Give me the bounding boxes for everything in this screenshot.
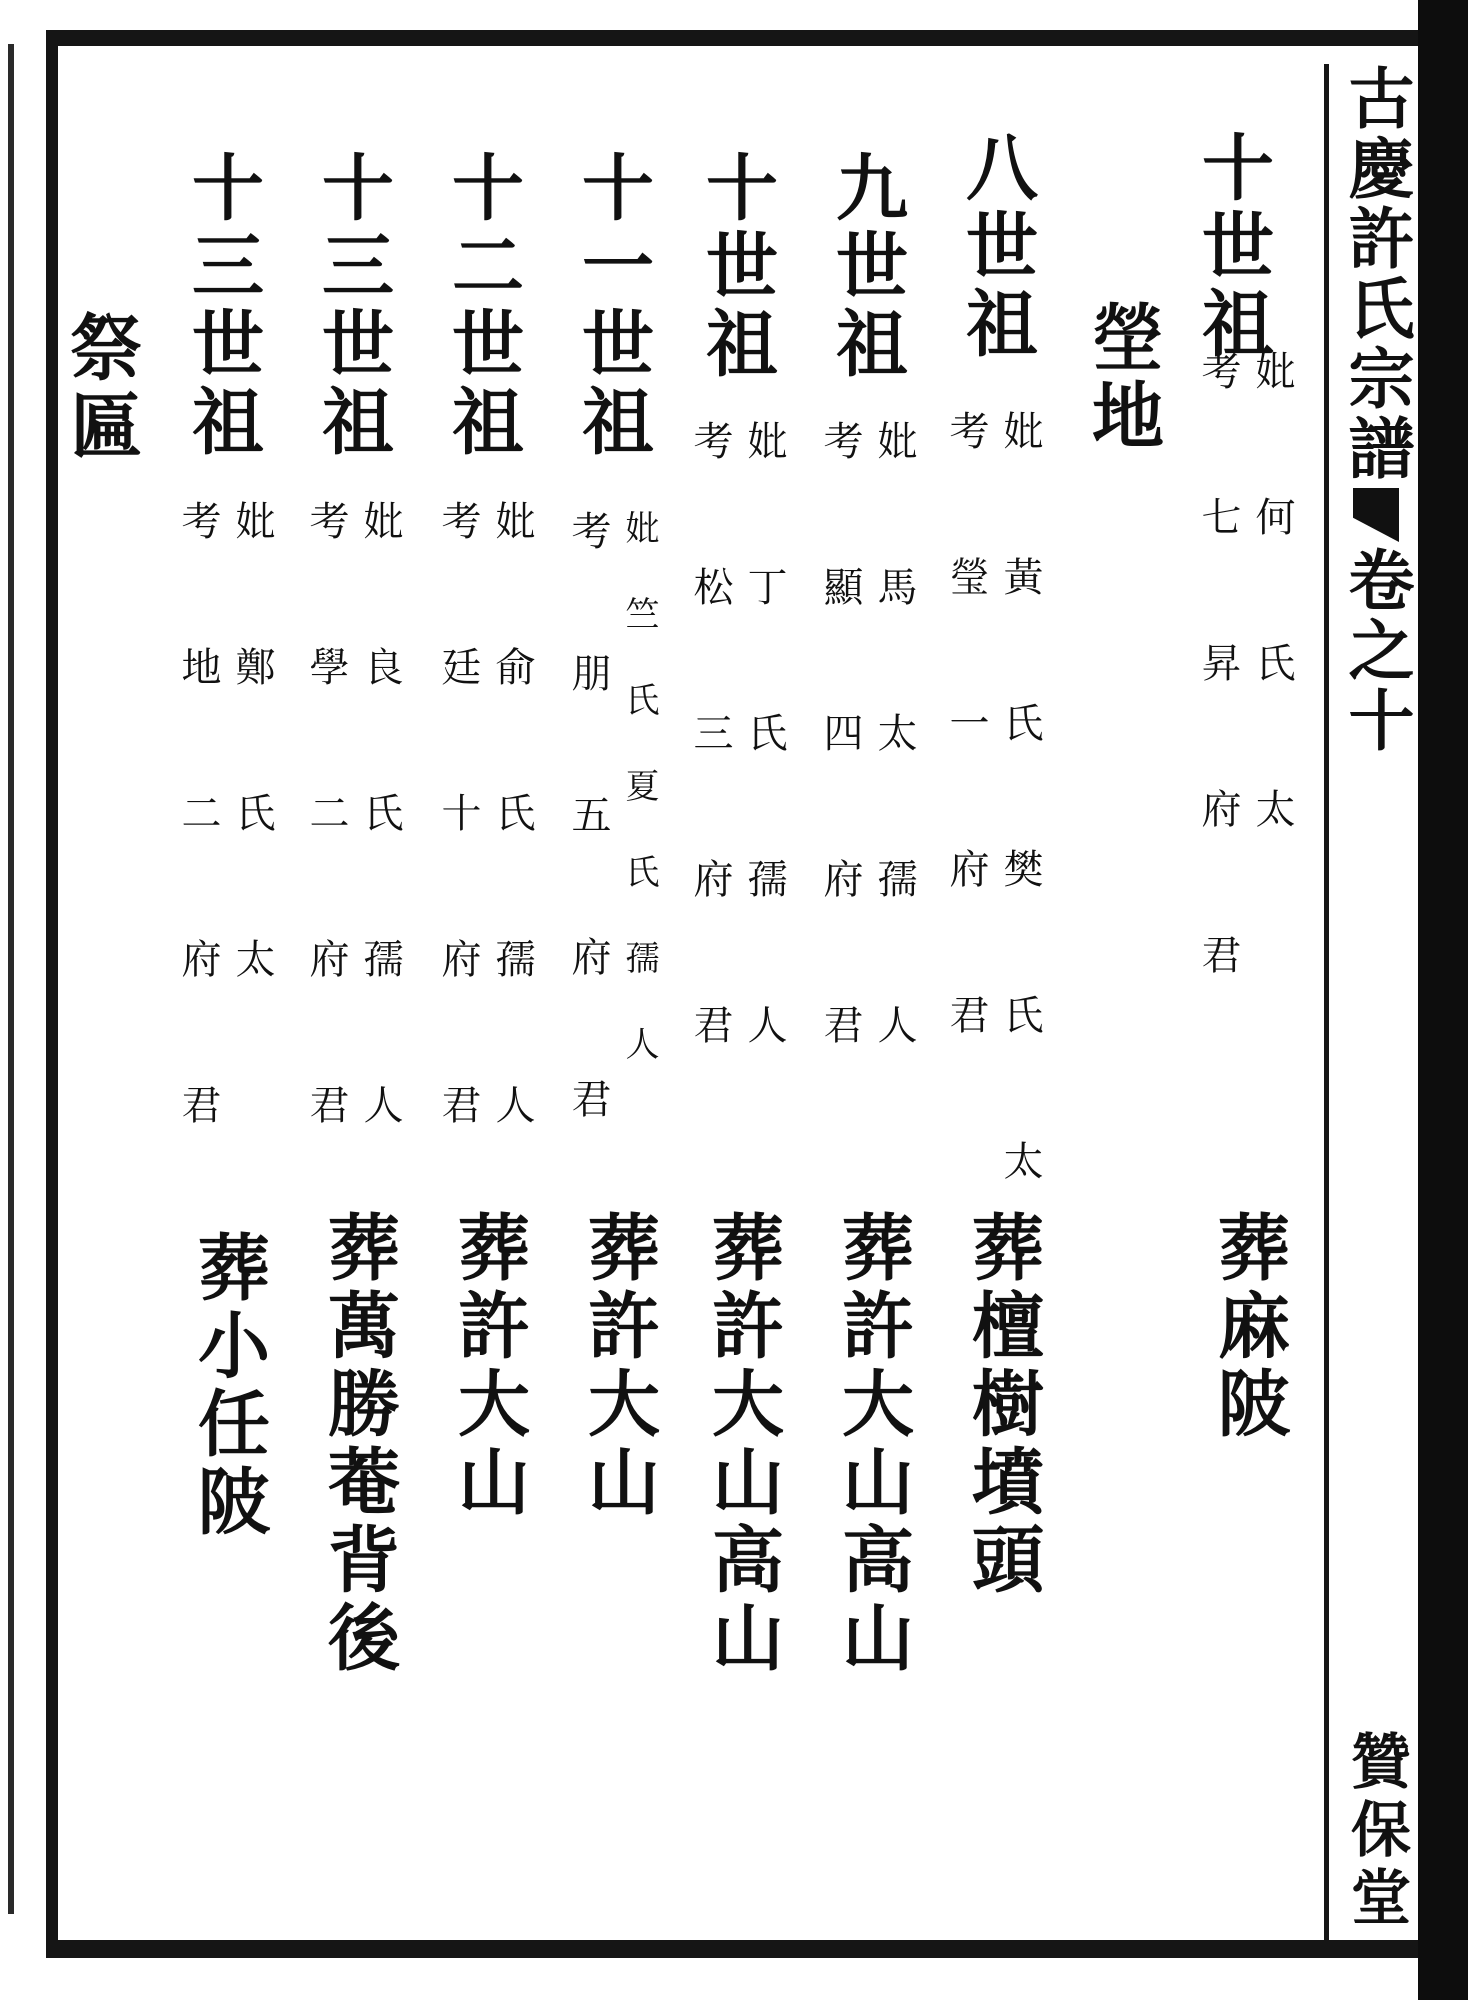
book-title: 古慶許氏宗譜 [1337,64,1415,484]
hall-name: 贊保堂 [1341,1730,1411,1934]
burial-place: 葬萬勝菴背後 [316,1210,401,1678]
entry-column-3 [824,150,909,384]
entry-column-8 [180,150,265,462]
male-ancestor: 考 學 二 府 君 [303,500,349,1154]
section-heading: 塋地 [1080,300,1165,456]
entry-column-0 [1190,130,1275,364]
burial-place: 葬許大山 [446,1210,531,1522]
burial-place: 葬小任陂 [186,1230,271,1542]
burial-place: 葬許大山高山 [830,1210,915,1678]
female-ancestor: 妣 馬 太 孺 人 [871,420,917,1074]
male-ancestor: 考 松 三 府 君 [687,420,733,1074]
volume-label: 卷之十 [1337,546,1415,756]
generation-label: 十世祖 [694,150,779,384]
entry-column-6 [440,150,525,462]
entry-8-pair [175,500,275,1154]
female-ancestor: 妣 何 氏 太 [1249,350,1295,858]
page-border-left [46,30,58,1958]
male-ancestor: 考 七 昇 府 君 [1195,350,1241,1004]
male-ancestor: 考 顯 四 府 君 [817,420,863,1074]
fishtail-marker [1353,488,1399,542]
generation-label: 八世祖 [954,130,1039,364]
generation-label: 九世祖 [824,150,909,384]
entry-6-pair [435,500,535,1154]
female-ancestor: 妣 竺 氏 夏 氏 孺 人 [619,510,659,1066]
burial-place: 葬檀樹墳頭 [960,1210,1045,1600]
female-ancestor: 妣 俞 氏 孺 人 [489,500,535,1154]
entry-column-7 [310,150,395,462]
generation-label: 十三世祖 [180,150,265,462]
generation-label: 十三世祖 [310,150,395,462]
generation-label: 十世祖 [1190,130,1275,364]
entry-column-5 [570,150,655,462]
female-ancestor: 妣 良 氏 孺 人 [357,500,403,1154]
title-strip [1334,64,1418,1934]
page-border-bottom [52,1940,1422,1958]
burial-place: 葬許大山 [576,1210,661,1522]
page-edge-shadow [1418,0,1468,2000]
generation-label: 十一世祖 [570,150,655,462]
entry-column-4 [694,150,779,384]
page-border-top [52,30,1422,46]
burial-place: 葬麻陂 [1206,1210,1291,1444]
male-ancestor: 考 地 二 府 君 [175,500,221,1154]
female-ancestor: 妣 黃 氏 樊 氏 太 [997,410,1043,1210]
male-ancestor: 考 朋 五 府 君 [565,510,611,1146]
entry-5-pair [565,510,659,1146]
generation-label: 十二世祖 [440,150,525,462]
female-ancestor: 妣 丁 氏 孺 人 [741,420,787,1074]
page-border-right [1324,64,1329,1940]
page-border-left-outer [8,44,14,1914]
entry-0-pair [1195,350,1295,1004]
male-ancestor: 考 瑩 一 府 君 [943,410,989,1064]
entry-2-pair [943,410,1043,1210]
section-heading: 祭匾 [58,310,143,466]
burial-place: 葬許大山高山 [700,1210,785,1678]
entry-7-pair [303,500,403,1154]
entry-3-pair [817,420,917,1074]
female-ancestor: 妣 鄭 氏 太 [229,500,275,1008]
male-ancestor: 考 廷 十 府 君 [435,500,481,1154]
entry-column-2 [954,130,1039,364]
entry-4-pair [687,420,787,1074]
